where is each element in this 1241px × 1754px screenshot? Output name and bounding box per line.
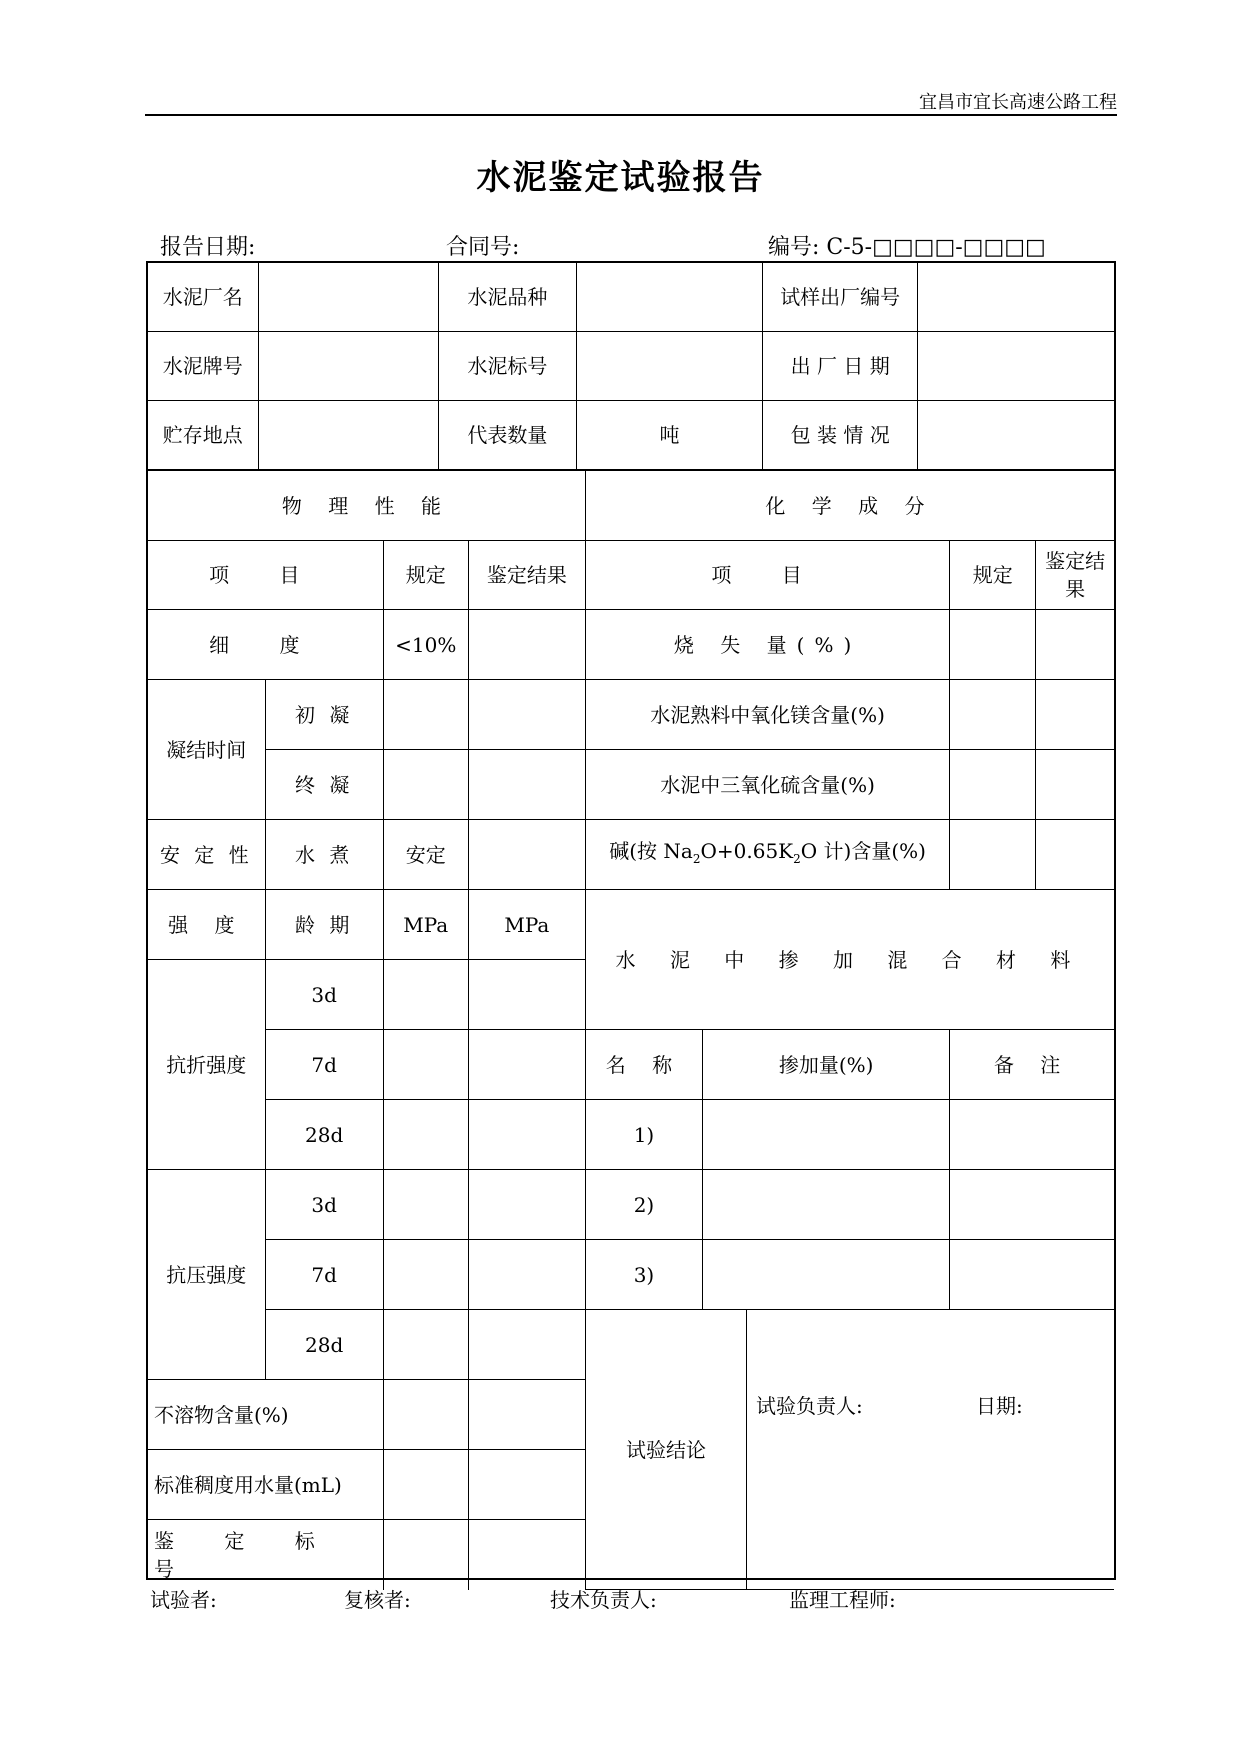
compressive-age-28d: 28d bbox=[265, 1310, 383, 1380]
admixture-row-3-remark[interactable] bbox=[950, 1240, 1114, 1310]
compressive-28d-result[interactable] bbox=[468, 1310, 585, 1380]
brand-label: 水泥牌号 bbox=[148, 331, 258, 400]
result-unit-label: MPa bbox=[468, 890, 585, 960]
admixture-name-header: 名 称 bbox=[585, 1030, 702, 1100]
insoluble-content-spec[interactable] bbox=[383, 1380, 468, 1450]
sample-no-label: 试样出厂编号 bbox=[763, 263, 918, 331]
compressive-7d-spec[interactable] bbox=[383, 1240, 468, 1310]
admixture-row-2-name: 2) bbox=[585, 1170, 702, 1240]
compressive-28d-spec[interactable] bbox=[383, 1310, 468, 1380]
physical-item-header: 项 目 bbox=[148, 541, 383, 610]
report-number-label: 编号: C-5-□□□□-□□□□ bbox=[768, 235, 1046, 260]
admixture-row-2-remark[interactable] bbox=[950, 1170, 1114, 1240]
fineness-spec: <10% bbox=[383, 610, 468, 680]
so3-content-label: 水泥中三氧化硫含量(%) bbox=[585, 750, 949, 820]
alkali-content-label: 碱(按 $Na_2O+0.65K_2O$ 计)含量(%) bbox=[585, 820, 949, 890]
mgo-content-result[interactable] bbox=[1036, 680, 1114, 750]
setting-time-label: 凝结时间 bbox=[148, 680, 265, 820]
alkali-content-result[interactable] bbox=[1036, 820, 1114, 890]
factory-date-field[interactable] bbox=[918, 331, 1114, 400]
admixture-remark-header: 备 注 bbox=[950, 1030, 1114, 1100]
sample-no-field[interactable] bbox=[918, 263, 1114, 331]
factory-field[interactable] bbox=[258, 263, 438, 331]
compressive-strength-label: 抗压强度 bbox=[148, 1170, 265, 1380]
final-set-label: 终 凝 bbox=[265, 750, 383, 820]
factory-label: 水泥厂名 bbox=[148, 263, 258, 331]
factory-date-label: 出 厂 日 期 bbox=[763, 331, 918, 400]
standard-water-label: 标准稠度用水量(mL) bbox=[148, 1450, 383, 1520]
admixture-row-2-amount[interactable] bbox=[703, 1170, 950, 1240]
compressive-3d-result[interactable] bbox=[468, 1170, 585, 1240]
admixture-amount-header: 掺加量(%) bbox=[703, 1030, 950, 1100]
mgo-content-spec[interactable] bbox=[950, 680, 1036, 750]
boiling-label: 水 煮 bbox=[265, 820, 383, 890]
test-results-table bbox=[146, 470, 1116, 1580]
flexural-3d-result[interactable] bbox=[468, 960, 585, 1030]
grade-field[interactable] bbox=[576, 331, 762, 400]
admixture-row-1-name: 1) bbox=[585, 1100, 702, 1170]
compressive-7d-result[interactable] bbox=[468, 1240, 585, 1310]
chemical-result-header: 鉴定结果 bbox=[1036, 541, 1114, 610]
admixture-row-1-remark[interactable] bbox=[950, 1100, 1114, 1170]
conclusion-label: 试验结论 bbox=[585, 1310, 746, 1590]
packing-label: 包 装 情 况 bbox=[763, 401, 918, 469]
grade-label: 水泥标号 bbox=[438, 331, 576, 400]
fineness-label: 细 度 bbox=[148, 610, 383, 680]
loss-on-ignition-spec[interactable] bbox=[950, 610, 1036, 680]
supervisor-label: 监理工程师: bbox=[789, 1588, 896, 1612]
brand-field[interactable] bbox=[258, 331, 438, 400]
admixture-section-header: 水 泥 中 掺 加 混 合 材 料 bbox=[585, 890, 1114, 1030]
spec-unit-label: MPa bbox=[383, 890, 468, 960]
mgo-content-label: 水泥熟料中氧化镁含量(%) bbox=[585, 680, 949, 750]
flexural-28d-spec[interactable] bbox=[383, 1100, 468, 1170]
admixture-row-3-amount[interactable] bbox=[703, 1240, 950, 1310]
final-set-spec[interactable] bbox=[383, 750, 468, 820]
soundness-result[interactable] bbox=[468, 820, 585, 890]
age-label: 龄 期 bbox=[265, 890, 383, 960]
physical-section-header: 物 理 性 能 bbox=[148, 471, 585, 541]
so3-content-spec[interactable] bbox=[950, 750, 1036, 820]
flexural-strength-label: 抗折强度 bbox=[148, 960, 265, 1170]
so3-content-result[interactable] bbox=[1036, 750, 1114, 820]
flexural-age-7d: 7d bbox=[265, 1030, 383, 1100]
cement-info-table bbox=[146, 261, 1116, 471]
reviewer-label: 复核者: bbox=[344, 1588, 411, 1612]
final-set-result[interactable] bbox=[468, 750, 585, 820]
admixture-row-3-name: 3) bbox=[585, 1240, 702, 1310]
physical-result-header: 鉴定结果 bbox=[468, 541, 585, 610]
standard-water-result[interactable] bbox=[468, 1450, 585, 1520]
flexural-7d-spec[interactable] bbox=[383, 1030, 468, 1100]
flexural-3d-spec[interactable] bbox=[383, 960, 468, 1030]
chemical-item-header: 项 目 bbox=[585, 541, 949, 610]
standard-water-spec[interactable] bbox=[383, 1450, 468, 1520]
rated-grade-label: 鉴 定 标 号 bbox=[148, 1520, 383, 1590]
variety-label: 水泥品种 bbox=[438, 263, 576, 331]
admixture-row-1-amount[interactable] bbox=[703, 1100, 950, 1170]
flexural-age-3d: 3d bbox=[265, 960, 383, 1030]
flexural-28d-result[interactable] bbox=[468, 1100, 585, 1170]
quantity-unit[interactable]: 吨 bbox=[576, 401, 762, 469]
storage-label: 贮存地点 bbox=[148, 401, 258, 469]
tech-lead-label: 技术负责人: bbox=[550, 1588, 657, 1612]
compressive-age-7d: 7d bbox=[265, 1240, 383, 1310]
soundness-label: 安 定 性 bbox=[148, 820, 265, 890]
physical-spec-header: 规定 bbox=[383, 541, 468, 610]
conclusion-date-label: 日期: bbox=[976, 1394, 1023, 1418]
flexural-age-28d: 28d bbox=[265, 1100, 383, 1170]
quantity-label: 代表数量 bbox=[438, 401, 576, 469]
alkali-content-spec[interactable] bbox=[950, 820, 1036, 890]
rated-grade-spec[interactable] bbox=[383, 1520, 468, 1590]
tester-label: 试验者: bbox=[150, 1588, 217, 1612]
insoluble-content-label: 不溶物含量(%) bbox=[148, 1380, 383, 1450]
conclusion-field[interactable] bbox=[747, 1310, 1114, 1590]
loss-on-ignition-label: 烧 失 量(%) bbox=[585, 610, 949, 680]
initial-set-result[interactable] bbox=[468, 680, 585, 750]
report-date-label: 报告日期: bbox=[160, 235, 256, 260]
initial-set-label: 初 凝 bbox=[265, 680, 383, 750]
chemical-spec-header: 规定 bbox=[950, 541, 1036, 610]
flexural-7d-result[interactable] bbox=[468, 1030, 585, 1100]
rated-grade-result[interactable] bbox=[468, 1520, 585, 1590]
header-divider bbox=[145, 114, 1117, 116]
page-title: 水泥鉴定试验报告 bbox=[476, 158, 765, 198]
chemical-section-header: 化 学 成 分 bbox=[585, 471, 1114, 541]
test-supervisor-label: 试验负责人: bbox=[756, 1394, 863, 1418]
compressive-3d-spec[interactable] bbox=[383, 1170, 468, 1240]
variety-field[interactable] bbox=[576, 263, 762, 331]
initial-set-spec[interactable] bbox=[383, 680, 468, 750]
organization-name: 宜昌市宜长高速公路工程 bbox=[919, 92, 1117, 113]
storage-field[interactable] bbox=[258, 401, 438, 469]
strength-label: 强 度 bbox=[148, 890, 265, 960]
loss-on-ignition-result[interactable] bbox=[1036, 610, 1114, 680]
soundness-spec: 安定 bbox=[383, 820, 468, 890]
insoluble-content-result[interactable] bbox=[468, 1380, 585, 1450]
contract-number-label: 合同号: bbox=[446, 235, 520, 260]
fineness-result[interactable] bbox=[468, 610, 585, 680]
packing-field[interactable] bbox=[918, 401, 1114, 469]
compressive-age-3d: 3d bbox=[265, 1170, 383, 1240]
